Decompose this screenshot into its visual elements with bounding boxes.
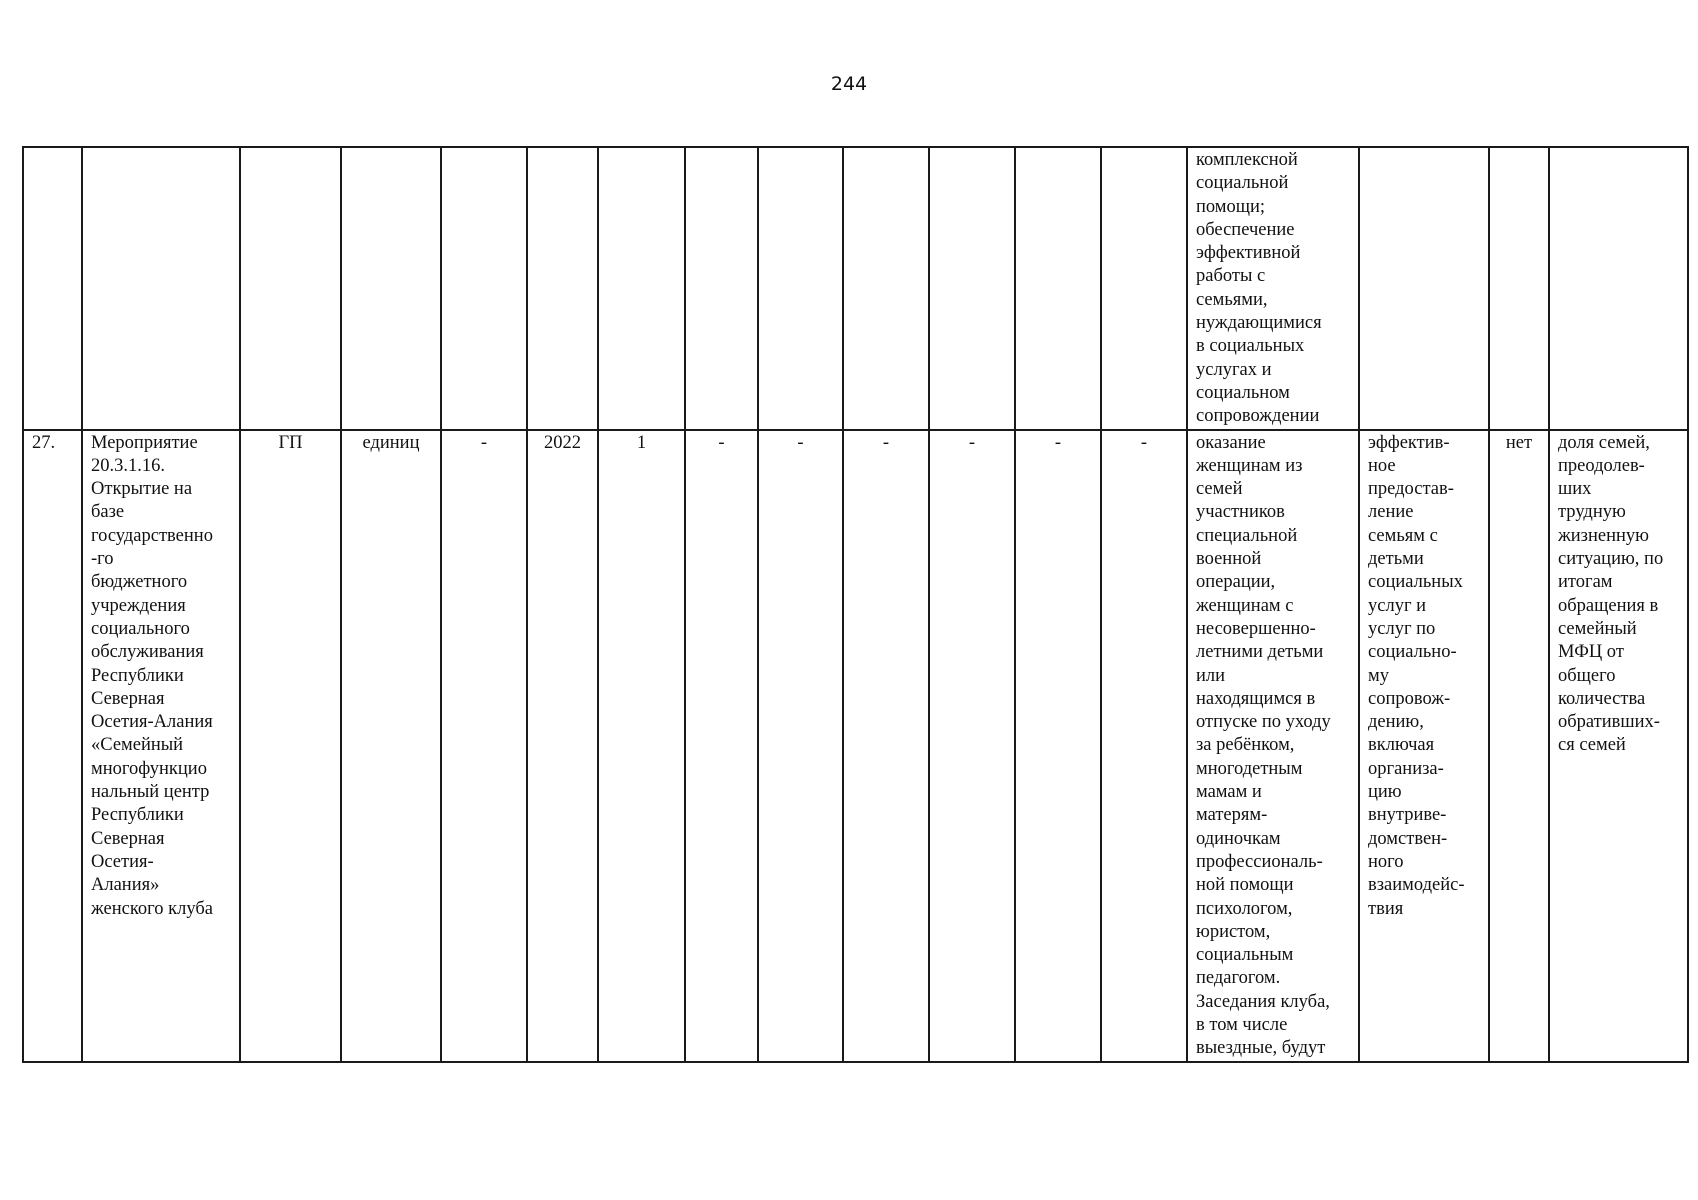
cell-empty (527, 147, 598, 430)
cell-description: оказание женщинам из семей участников специальной военной операции, женщинам с несовершенно- летними детьми или находящимся в отпуске по уходу за ребёнком, многодетным мамам и матерям- одиночкам профессиональ- ной помощи психологом, юристом, социальным педагогом. Заседания клуба, в том числе выездные, будут (1187, 430, 1359, 1062)
cell-empty (82, 147, 240, 430)
cell-value: - (758, 430, 843, 1062)
cell-empty (598, 147, 685, 430)
cell-empty (23, 147, 82, 430)
cell-empty (441, 147, 527, 430)
cell-empty (1359, 147, 1489, 430)
cell-value: - (1101, 430, 1187, 1062)
cell-flag: нет (1489, 430, 1549, 1062)
continuation-row (23, 147, 1688, 430)
cell-type: ГП (240, 430, 341, 1062)
cell-value: - (1015, 430, 1101, 1062)
page-number: 244 (830, 73, 868, 95)
cell-empty (843, 147, 929, 430)
cell-empty (1489, 147, 1549, 430)
cell-unit: единиц (341, 430, 441, 1062)
cell-continued-description: комплексной социальной помощи; обеспечение эффективной работы с семьями, нуждающимися в социальных услугах и социальном сопровождении (1187, 147, 1359, 430)
cell-empty (1549, 147, 1688, 430)
cell-empty (758, 147, 843, 430)
cell-empty (685, 147, 758, 430)
cell-value: - (929, 430, 1015, 1062)
cell-empty (240, 147, 341, 430)
cell-value: - (441, 430, 527, 1062)
cell-value: - (685, 430, 758, 1062)
table-row-27 (23, 430, 1688, 1062)
cell-year: 2022 (527, 430, 598, 1062)
cell-result: эффектив- ное предостав- ление семьям с детьми социальных услуг и услуг по социально- му сопровож- дению, включая организа- цию внутриве- домствен- ного взаимодейс- твия (1359, 430, 1489, 1062)
cell-empty (1015, 147, 1101, 430)
cell-empty (341, 147, 441, 430)
cell-value: - (843, 430, 929, 1062)
cell-value: 1 (598, 430, 685, 1062)
cell-empty (929, 147, 1015, 430)
cell-indicator: доля семей, преодолев- ших трудную жизненную ситуацию, по итогам обращения в семейный МФЦ от общего количества обративших- ся семей (1549, 430, 1688, 1062)
cell-empty (1101, 147, 1187, 430)
cell-row-number: 27. (23, 430, 82, 1062)
cell-activity-name: Мероприятие 20.3.1.16. Открытие на базе государственно -го бюджетного учреждения социального обслуживания Республики Северная Осетия-Алания «Семейный многофункцио нальный центр Республики Северная Осетия- Алания» женского клуба (82, 430, 240, 1062)
program-table (22, 146, 1689, 1063)
